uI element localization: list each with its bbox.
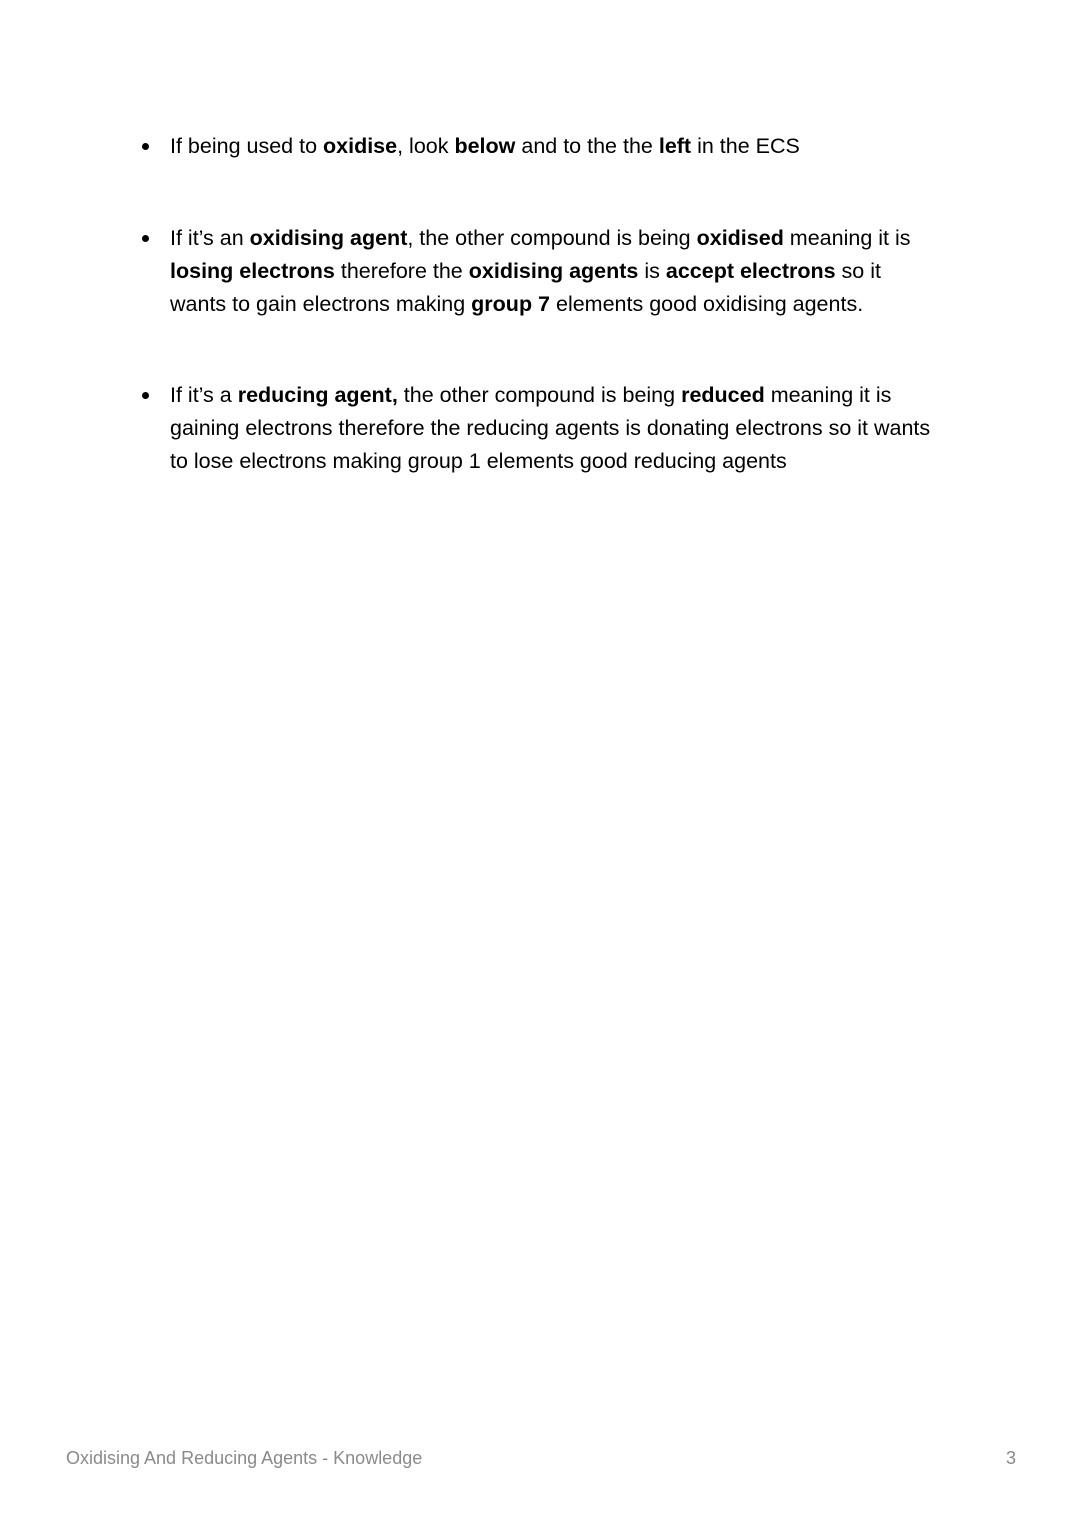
bold-text-run: group 7 — [471, 292, 551, 316]
text-run: meaning it is — [783, 226, 911, 250]
bullet-dot-icon — [142, 235, 149, 242]
bullet-text — [170, 130, 942, 163]
bullet-item-reducing-agent — [142, 379, 942, 478]
bullet-dot-icon — [142, 392, 149, 399]
bullet-dot-icon — [142, 143, 149, 150]
bold-text-run: oxidise — [323, 134, 398, 158]
footer-document-title: Oxidising And Reducing Agents - Knowledge — [66, 1448, 423, 1468]
footer-page-number: 3 — [1005, 1448, 1016, 1468]
bold-text-run: reducing agent, — [237, 383, 398, 407]
text-run: meaning it is gaining electrons therefore the reducing agents is donating electrons so it wants to lose electrons making group 1 elements good reducing agents — [170, 383, 931, 473]
text-run: , the other compound is being — [407, 226, 697, 250]
bullet-text — [170, 222, 942, 321]
text-run: and to the the — [515, 134, 659, 158]
text-run: If it’s an — [170, 226, 250, 250]
bullet-item-oxidising-agent — [142, 222, 942, 321]
text-run: in the ECS — [691, 134, 800, 158]
bold-text-run: below — [454, 134, 516, 158]
bold-text-run: reduced — [681, 383, 765, 407]
text-run: the other compound is being — [397, 383, 682, 407]
bullet-text — [170, 379, 942, 478]
text-run: so it wants to gain electrons making — [170, 259, 881, 316]
text-run: , look — [397, 134, 455, 158]
bullet-item-oxidise-direction — [142, 130, 942, 163]
bold-text-run: oxidising agents — [468, 259, 639, 283]
bold-text-run: oxidising agent — [249, 226, 408, 250]
bold-text-run: accept electrons — [665, 259, 836, 283]
bold-text-run: losing electrons — [170, 259, 335, 283]
bold-text-run: oxidised — [696, 226, 784, 250]
text-run: If it’s a — [170, 383, 238, 407]
text-run: therefore the — [334, 259, 469, 283]
text-run: is — [638, 259, 666, 283]
bold-text-run: left — [658, 134, 692, 158]
text-run: elements good oxidising agents. — [550, 292, 864, 316]
text-run: If being used to — [170, 134, 323, 158]
